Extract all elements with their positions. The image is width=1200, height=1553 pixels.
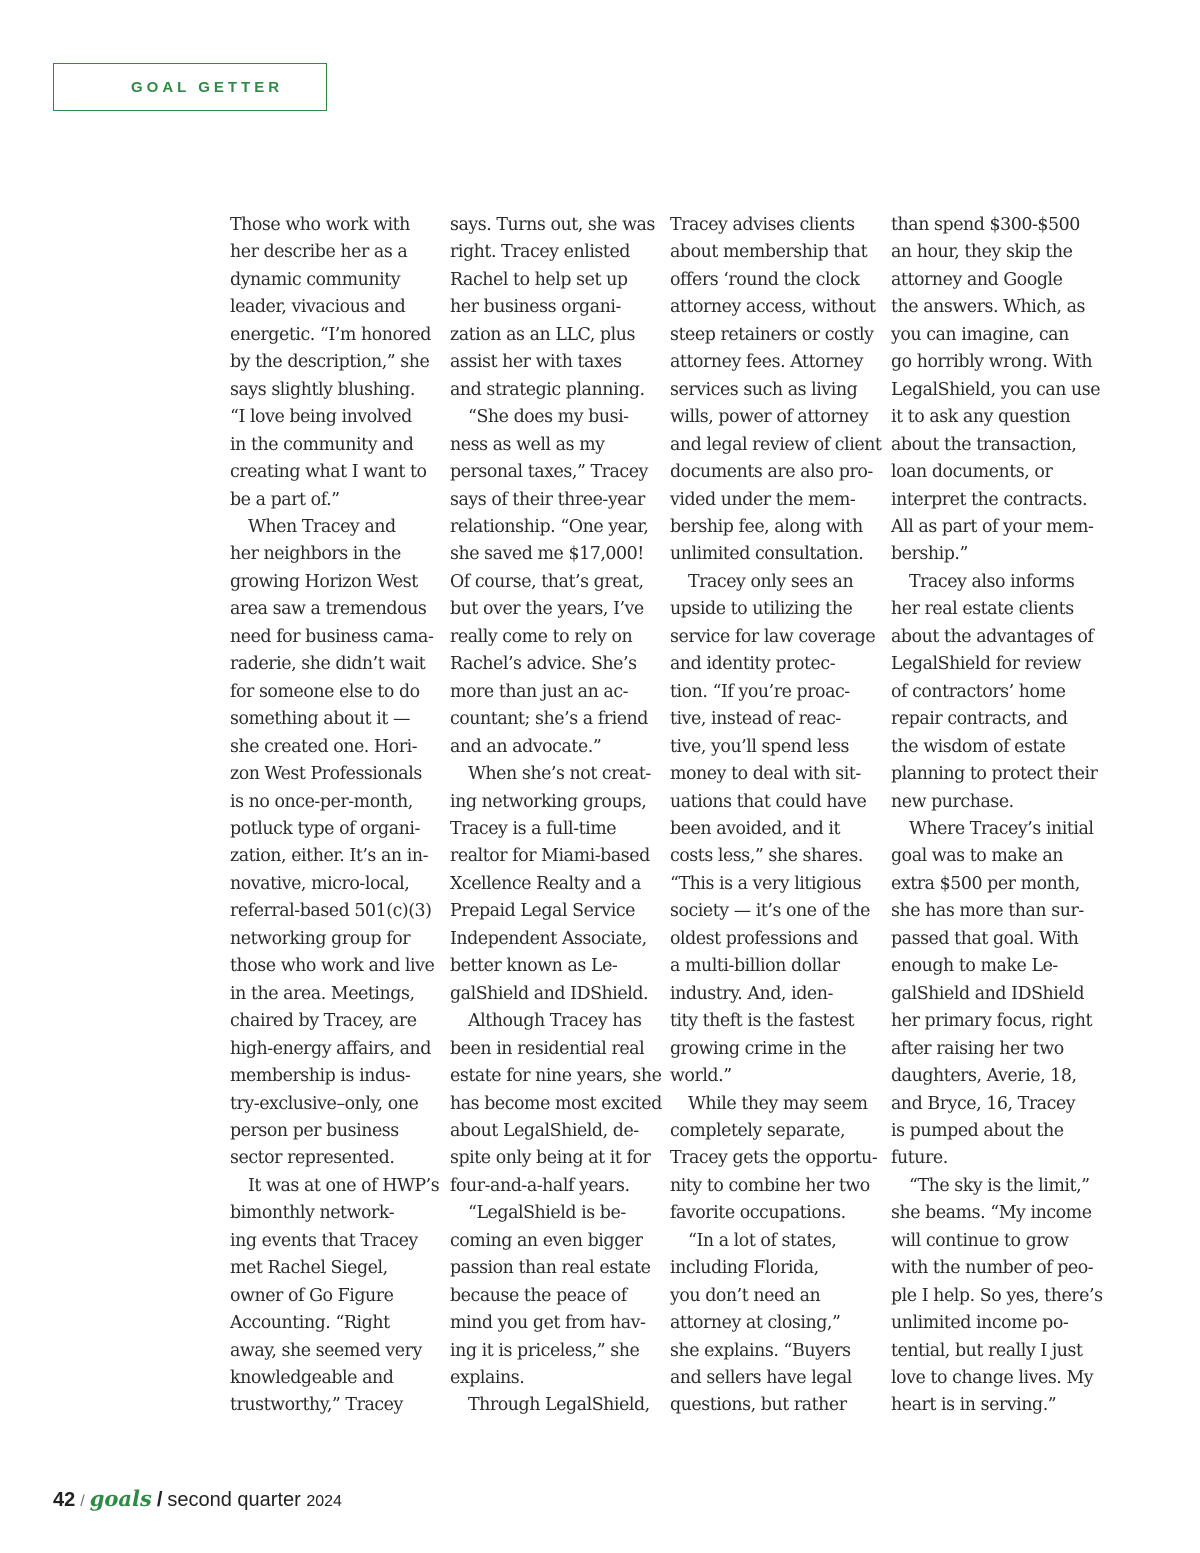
- article-line: an hour, they skip the: [891, 242, 1073, 263]
- article-line: tive, you’ll spend less: [670, 736, 849, 757]
- article-line: Of course, that’s great,: [450, 571, 644, 592]
- article-line: but over the years, I’ve: [450, 599, 644, 620]
- article-line: because the peace of: [450, 1285, 627, 1306]
- article-line: uations that could have: [670, 791, 867, 812]
- article-line: favorite occupations.: [670, 1203, 846, 1224]
- article-line: than spend $300-$500: [891, 215, 1080, 235]
- article-line: more than just an ac-: [450, 681, 629, 702]
- article-line: leader, vivacious and: [230, 297, 406, 318]
- article-line: the answers. Which, as: [891, 297, 1085, 318]
- article-line: will continue to grow: [891, 1230, 1069, 1251]
- article-line: sector represented.: [230, 1148, 395, 1169]
- article-line: upside to utilizing the: [670, 599, 853, 620]
- article-line: says slightly blushing.: [230, 379, 415, 400]
- article-line: attorney fees. Attorney: [670, 352, 863, 373]
- article-line: spite only being at it for: [450, 1148, 651, 1169]
- article-line: completely separate,: [670, 1120, 846, 1141]
- article-line: Prepaid Legal Service: [450, 901, 635, 922]
- article-line: While they may seem: [688, 1093, 868, 1114]
- article-line: try-exclusive–only, one: [230, 1093, 419, 1114]
- magazine-name: goals: [89, 1486, 152, 1511]
- article-line: about the advantages of: [891, 626, 1094, 647]
- article-line: Rachel’s advice. She’s: [450, 654, 637, 675]
- article-line: area saw a tremendous: [230, 599, 427, 620]
- article-line: Although Tracey has: [468, 1011, 642, 1032]
- article-line: heart is in serving.”: [891, 1395, 1057, 1416]
- article-line: has become most excited: [450, 1093, 662, 1114]
- article-line: All as part of your mem-: [891, 516, 1094, 537]
- article-line: questions, but rather: [670, 1395, 847, 1416]
- article-line: of contractors’ home: [891, 681, 1066, 702]
- article-line: “This is a very litigious: [670, 873, 862, 894]
- article-line: Xcellence Realty and a: [450, 873, 641, 894]
- article-line: Independent Associate,: [450, 928, 647, 949]
- article-line: energetic. “I’m honored: [230, 324, 431, 345]
- article-line: interpret the contracts.: [891, 489, 1088, 510]
- article-line: attorney and Google: [891, 269, 1063, 290]
- article-line: assist her with taxes: [450, 352, 622, 373]
- article-line: is no once-per-month,: [230, 791, 413, 812]
- article-line: Those who work with: [230, 215, 410, 235]
- article-line: in the community and: [230, 434, 414, 455]
- article-line: about the transaction,: [891, 434, 1077, 455]
- article-line: in the area. Meetings,: [230, 983, 415, 1004]
- article-line: go horribly wrong. With: [891, 352, 1093, 373]
- article-line: tive, instead of reac-: [670, 709, 841, 730]
- article-line: documents are also pro-: [670, 462, 873, 483]
- article-line: money to deal with sit-: [670, 764, 861, 785]
- article-line: ing it is priceless,” she: [450, 1340, 640, 1361]
- article-line: better known as Le-: [450, 956, 618, 977]
- article-line: “She does my busi-: [468, 407, 629, 428]
- article-line: services such as living: [670, 379, 858, 400]
- article-line: future.: [891, 1148, 948, 1169]
- article-line: “LegalShield is be-: [468, 1203, 626, 1224]
- article-line: coming an even bigger: [450, 1230, 643, 1251]
- article-line: Rachel to help set up: [450, 269, 628, 290]
- article-line: about membership that: [670, 242, 868, 263]
- article-line: raderie, she didn’t wait: [230, 654, 426, 675]
- article-line: LegalShield for review: [891, 654, 1082, 675]
- article-line: “The sky is the limit,”: [909, 1175, 1090, 1196]
- article-line: after raising her two: [891, 1038, 1064, 1059]
- article-line: need for business cama-: [230, 626, 434, 647]
- article-line: potluck type of organi-: [230, 818, 420, 839]
- article-line: and legal review of client: [670, 434, 882, 455]
- article-line: something about it —: [230, 709, 410, 730]
- article-line: ing networking groups,: [450, 791, 647, 812]
- article-line: relationship. “One year,: [450, 516, 649, 537]
- article-line: new purchase.: [891, 791, 1014, 812]
- article-line: her describe her as a: [230, 242, 408, 263]
- article-line: repair contracts, and: [891, 709, 1068, 730]
- article-line: costs less,” she shares.: [670, 846, 863, 867]
- article-line: you don’t need an: [670, 1285, 821, 1306]
- article-line: and identity protec-: [670, 654, 836, 675]
- article-line: estate for nine years, she: [450, 1066, 662, 1087]
- article-line: unlimited consultation.: [670, 544, 864, 565]
- article-line: really come to rely on: [450, 626, 633, 647]
- article-line: you can imagine, can: [891, 324, 1069, 345]
- article-line: Where Tracey’s initial: [909, 818, 1094, 839]
- page-footer: [53, 1486, 342, 1512]
- article-line: bimonthly network-: [230, 1203, 395, 1224]
- article-line: LegalShield, you can use: [891, 379, 1101, 400]
- article-column-3: [670, 212, 882, 1420]
- article-line: world.”: [670, 1066, 732, 1087]
- article-line: and strategic planning.: [450, 379, 645, 400]
- article-line: and an advocate.”: [450, 736, 602, 757]
- article-line: Through LegalShield,: [468, 1395, 650, 1416]
- article-line: she has more than sur-: [891, 901, 1084, 922]
- article-line: bership.”: [891, 544, 968, 565]
- article-line: her neighbors in the: [230, 544, 401, 565]
- article-column-4: [891, 212, 1103, 1420]
- article-line: goal was to make an: [891, 846, 1063, 867]
- article-line: those who work and live: [230, 956, 435, 977]
- article-line: personal taxes,” Tracey: [450, 462, 648, 483]
- article-line: chaired by Tracey, are: [230, 1011, 417, 1032]
- article-line: wills, power of attorney: [670, 407, 869, 428]
- article-line: galShield and IDShield.: [450, 983, 649, 1004]
- article-line: be a part of.”: [230, 489, 340, 510]
- article-line: says of their three-year: [450, 489, 645, 510]
- article-line: dynamic community: [230, 269, 401, 290]
- footer-separator: /: [80, 1493, 85, 1510]
- article-line: her business organi-: [450, 297, 621, 318]
- article-line: including Florida,: [670, 1258, 819, 1279]
- article-line: her primary focus, right: [891, 1011, 1093, 1032]
- article-line: the wisdom of estate: [891, 736, 1066, 757]
- article-line: “I love being involved: [230, 407, 412, 428]
- article-line: about LegalShield, de-: [450, 1120, 639, 1141]
- article-line: person per business: [230, 1120, 399, 1141]
- article-line: growing crime in the: [670, 1038, 846, 1059]
- article-line: tion. “If you’re proac-: [670, 681, 850, 702]
- article-line: Tracey is a full-time: [450, 818, 617, 839]
- article-line: she explains. “Buyers: [670, 1340, 851, 1361]
- article-line: away, she seemed very: [230, 1340, 422, 1361]
- article-line: When she’s not creat-: [468, 764, 651, 785]
- article-line: says. Turns out, she was: [450, 215, 655, 235]
- article-line: steep retainers or costly: [670, 324, 874, 345]
- article-line: her real estate clients: [891, 599, 1074, 620]
- article-line: high-energy affairs, and: [230, 1038, 431, 1059]
- issue-label: second quarter: [167, 1489, 301, 1511]
- article-line: Accounting. “Right: [230, 1313, 390, 1334]
- article-line: When Tracey and: [248, 516, 396, 537]
- article-line: loan documents, or: [891, 462, 1053, 483]
- article-line: for someone else to do: [230, 681, 420, 702]
- article-line: a multi-billion dollar: [670, 956, 840, 977]
- article-line: is pumped about the: [891, 1120, 1064, 1141]
- article-line: knowledgeable and: [230, 1368, 394, 1389]
- article-line: membership is indus-: [230, 1066, 411, 1087]
- article-line: she beams. “My income: [891, 1203, 1092, 1224]
- article-line: she saved me $17,000!: [450, 544, 644, 565]
- article-line: explains.: [450, 1368, 525, 1389]
- article-line: unlimited income po-: [891, 1313, 1069, 1334]
- article-line: she created one. Hori-: [230, 736, 418, 757]
- article-line: zation as an LLC, plus: [450, 324, 635, 345]
- article-line: offers ‘round the clock: [670, 269, 860, 290]
- article-line: met Rachel Siegel,: [230, 1258, 388, 1279]
- article-line: love to change lives. My: [891, 1368, 1094, 1389]
- article-line: and Bryce, 16, Tracey: [891, 1093, 1076, 1114]
- article-line: with the number of peo-: [891, 1258, 1094, 1279]
- article-line: trustworthy,” Tracey: [230, 1395, 403, 1416]
- article-line: ness as well as my: [450, 434, 605, 455]
- article-line: service for law coverage: [670, 626, 876, 647]
- article-line: ple I help. So yes, there’s: [891, 1285, 1103, 1306]
- article-line: creating what I want to: [230, 462, 427, 483]
- footer-separator-2: /: [156, 1489, 163, 1511]
- article-column-1: [230, 212, 442, 1420]
- article-line: mind you get from hav-: [450, 1313, 646, 1334]
- article-line: passion than real estate: [450, 1258, 651, 1279]
- article-line: society — it’s one of the: [670, 901, 870, 922]
- section-tag: [53, 63, 327, 111]
- article-line: “In a lot of states,: [688, 1230, 837, 1251]
- article-line: Tracey advises clients: [670, 215, 855, 235]
- article-line: extra $500 per month,: [891, 873, 1080, 894]
- article-line: networking group for: [230, 928, 411, 949]
- article-line: and sellers have legal: [670, 1368, 852, 1389]
- article-line: nity to combine her two: [670, 1175, 870, 1196]
- article-line: countant; she’s a friend: [450, 709, 648, 730]
- article-line: tity theft is the fastest: [670, 1011, 855, 1032]
- article-line: Tracey also informs: [909, 571, 1075, 592]
- article-line: vided under the mem-: [670, 489, 856, 510]
- article-line: galShield and IDShield: [891, 983, 1085, 1004]
- page-number: 42: [53, 1489, 76, 1511]
- article-line: daughters, Averie, 18,: [891, 1066, 1077, 1087]
- article-line: four-and-a-half years.: [450, 1175, 630, 1196]
- article-line: referral-based 501(c)(3): [230, 901, 432, 922]
- article-line: been in residential real: [450, 1038, 645, 1059]
- article-line: attorney at closing,”: [670, 1313, 841, 1334]
- article-line: zation, either. It’s an in-: [230, 846, 429, 867]
- article-line: by the description,” she: [230, 352, 430, 373]
- section-tag-label: GOAL GETTER: [131, 78, 284, 96]
- article-line: ing events that Tracey: [230, 1230, 418, 1251]
- article-line: industry. And, iden-: [670, 983, 833, 1004]
- issue-year: 2024: [306, 1493, 342, 1510]
- article-column-2: [450, 212, 662, 1420]
- article-line: been avoided, and it: [670, 818, 841, 839]
- article-line: bership fee, along with: [670, 516, 863, 537]
- article-line: planning to protect their: [891, 764, 1098, 785]
- article-line: Tracey only sees an: [688, 571, 854, 592]
- article-line: it to ask any question: [891, 407, 1071, 428]
- article-line: attorney access, without: [670, 297, 876, 318]
- article-line: Tracey gets the opportu-: [670, 1148, 878, 1169]
- article-line: novative, micro-local,: [230, 873, 410, 894]
- article-line: passed that goal. With: [891, 928, 1079, 949]
- article-line: It was at one of HWP’s: [248, 1175, 440, 1196]
- article-line: enough to make Le-: [891, 956, 1058, 977]
- article-line: right. Tracey enlisted: [450, 242, 630, 263]
- article-line: owner of Go Figure: [230, 1285, 394, 1306]
- article-line: oldest professions and: [670, 928, 858, 949]
- article-line: tential, but really I just: [891, 1340, 1083, 1361]
- article-line: zon West Professionals: [230, 764, 422, 785]
- article-line: realtor for Miami-based: [450, 846, 650, 867]
- article-line: growing Horizon West: [230, 571, 418, 592]
